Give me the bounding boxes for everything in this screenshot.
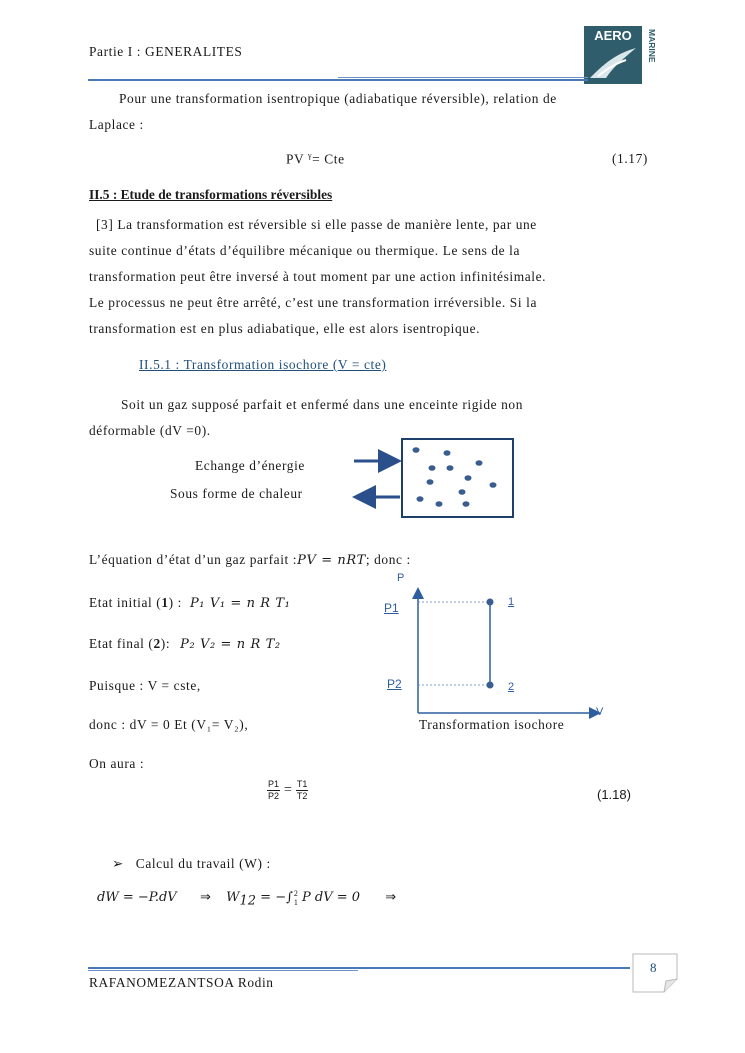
aero-marine-logo [584,26,656,84]
section-II5-line-2: suite continue d’états d’équilibre mécanique ou thermique. Le sens de la [89,243,521,258]
work-eq2-right: P dV = 0 [297,890,361,905]
initial-label: Etat initial ( [89,595,162,610]
state-eq-prefix: L’équation d’état d’un gaz parfait : [89,552,298,567]
equation-1-18-number: (1.18) [597,787,631,802]
work-arrow-1: ⇒ [199,890,211,905]
final-formula: P₂ V₂ = n R T₂ [180,637,281,652]
point-2-label: 2 [508,681,515,693]
logo-marine-text: MARINE [647,29,656,63]
p1-label: P1 [384,601,399,615]
frac-den-right: T2 [296,791,308,801]
state-eq-formula: PV = nRT [297,553,366,568]
work-arrow-2: ⇒ [385,890,397,905]
equation-1-17-number: (1.17) [612,151,648,166]
frac-den-left: P2 [268,791,280,801]
section-II5-line-4: Le processus ne peut être arrêté, c’est une transformation irréversible. Si la [89,295,537,310]
section-II5-line-3: transformation peut être inversé à tout moment par une action infinitésimale. [89,269,547,284]
point-1-label: 1 [508,596,515,608]
subsection-II51-title: II.5.1 : Transformation isochore (V = cte) [139,357,387,372]
fraction-p1-p2 [267,779,280,802]
initial-num: 1 [161,595,169,610]
header-title: Partie I : GENERALITES [89,44,243,59]
intro-line-1: Pour une transformation isentropique (adiabatique réversible), relation de [119,91,557,106]
eq118-equals: = [284,782,292,798]
fraction-t1-t2 [296,779,309,802]
final-num: 2 [153,636,161,651]
frac-num-right: T1 [296,779,308,789]
final-state-line [89,636,281,652]
footer-author: RAFANOMEZANTSOA Rodin [89,975,274,990]
equation-1-17 [286,151,345,167]
donc-line: donc : dV = 0 Et (V₁= V₂), [89,717,249,732]
gas-para-line-1: Soit un gaz supposé parfait et enfermé dans une enceinte rigide non [121,397,523,412]
initial-close: ) : [168,595,182,610]
work-equation [97,889,396,909]
section-II5-title: II.5 : Etude de transformations réversibles [89,187,333,202]
initial-formula: P₁ V₁ = n R T₁ [189,596,291,611]
equation-1-18 [267,779,308,802]
heat-label-2: Sous forme de chaleur [170,486,303,501]
state-2-point [487,682,494,689]
puisque-line: Puisque : V = cste, [89,678,201,693]
diagram-caption: Transformation isochore [419,717,565,732]
rigid-container-figure [350,436,518,520]
travail-title: Calcul du travail (W) : [135,856,271,871]
on-aura-line: On aura : [89,756,145,771]
frac-num-left: P1 [268,779,280,789]
pv-diagram [376,572,612,737]
axis-p-label: P [397,572,405,584]
section-II5-line-5: transformation est en plus adiabatique, elle est alors isentropique. [89,321,481,336]
travail-heading [112,856,271,872]
axis-v-label: V [596,706,604,718]
heat-label-1: Echange d’énergie [195,458,305,473]
initial-state-line [89,595,291,611]
eq117-gamma: γ [308,151,313,160]
work-eq2-sub: 12 [239,893,257,909]
final-close: ): [160,636,171,651]
section-II5-line-1: [3] La transformation est réversible si elle passe de manière lente, par une [96,217,537,232]
page-number: 8 [650,960,657,975]
state-equation-line [89,552,411,568]
gas-para-line-2: déformable (dV =0). [89,423,211,438]
header-rule [88,76,588,84]
work-eq2-mid: = −∫ [256,890,293,905]
final-label: Etat final ( [89,636,154,651]
intro-line-2: Laplace : [89,117,144,132]
footer-rule [88,964,630,972]
int-lower: 1 [293,898,298,908]
int-upper: 2 [293,889,298,899]
eq117-pv: PV [286,151,305,167]
work-eq2-w: W [226,890,240,905]
state-eq-suffix: ; donc : [365,552,411,567]
eq117-cte: = Cte [312,151,345,167]
state-1-point [487,599,494,606]
work-eq1: dW = −P.dV [97,890,177,905]
bullet-arrow-icon: ➢ [112,856,124,871]
logo-aero-text: AERO [594,28,632,43]
p2-label: P2 [387,677,402,691]
